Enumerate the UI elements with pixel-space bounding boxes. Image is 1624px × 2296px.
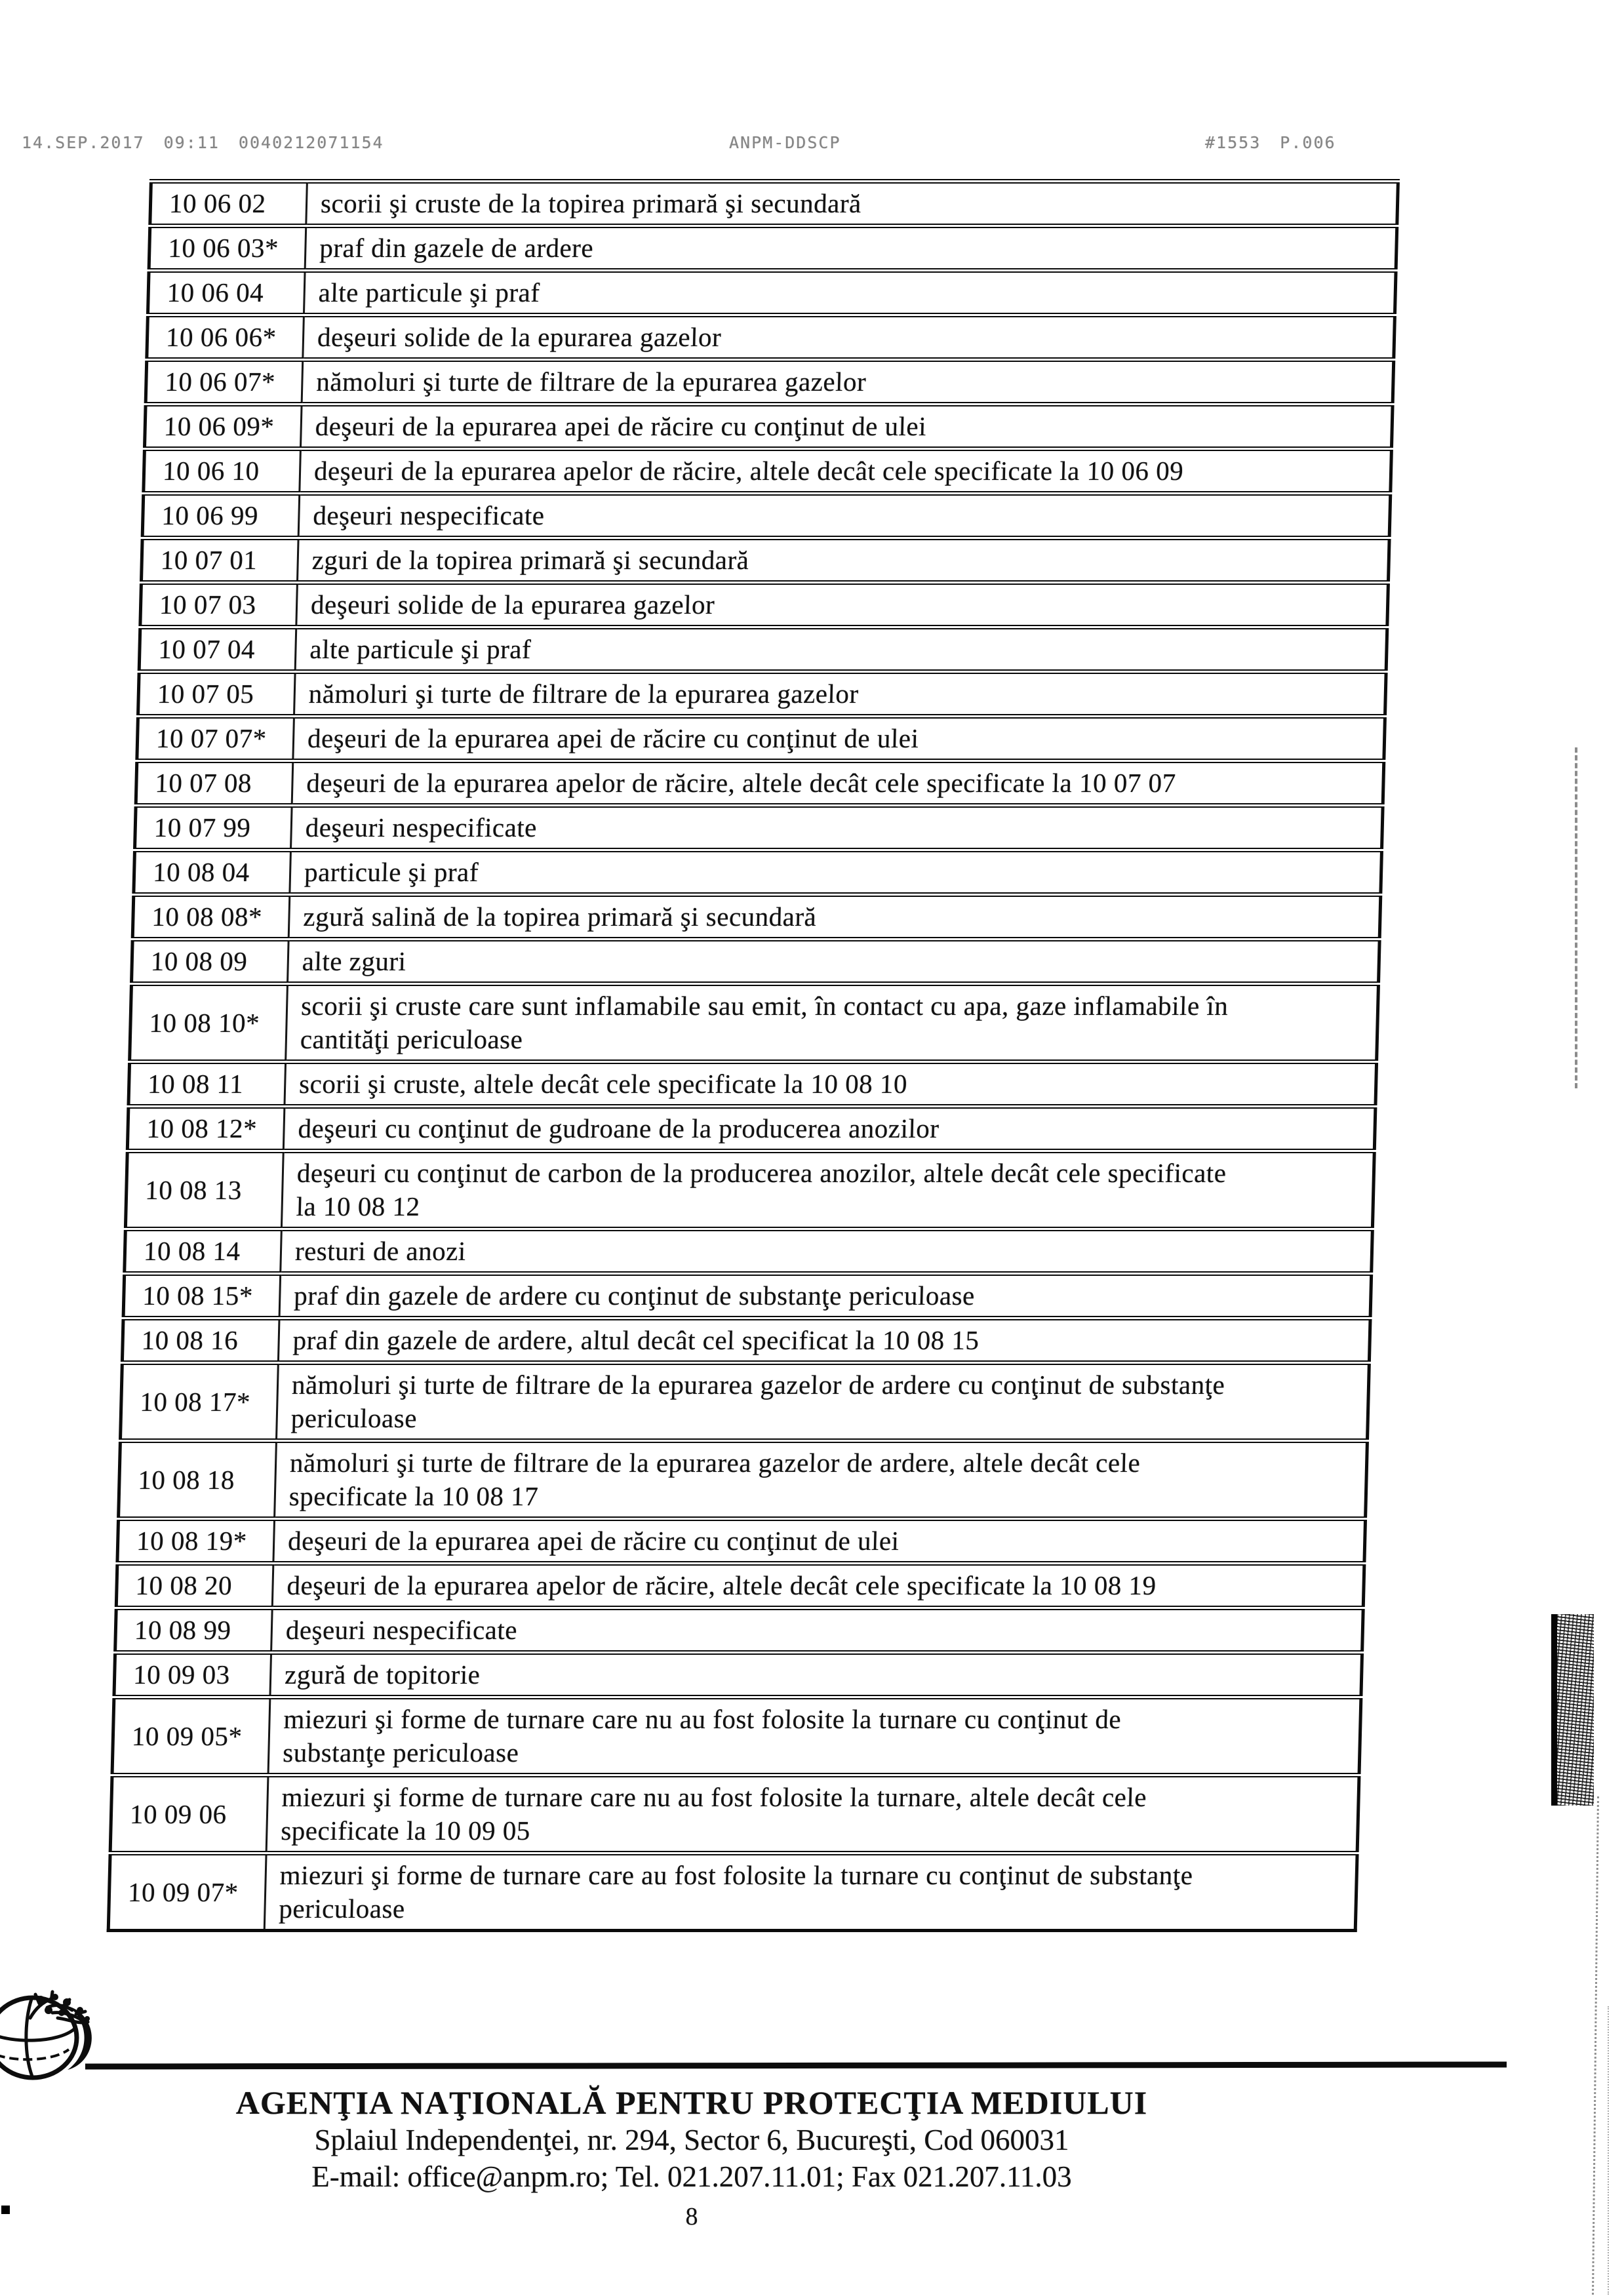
table-row (115, 1608, 1364, 1653)
waste-description-cell: nămoluri şi turte de filtrare de la epurarea gazelor de ardere, altele decât cele specificate la 10 08 17 (275, 1441, 1368, 1519)
waste-description-cell: zguri de la topirea primară şi secundară (297, 538, 1389, 583)
table-row (144, 405, 1393, 449)
agency-name: AGENŢIA NAŢIONALĂ PENTRU PROTECŢIA MEDIULUI (235, 2084, 1148, 2121)
waste-code-cell: 10 08 13 (125, 1151, 283, 1229)
table-row (130, 984, 1379, 1062)
scan-artifact-dotted-line (1575, 747, 1577, 1088)
fax-timestamp: 14.SEP.2017 09:11 0040212071154 (22, 133, 384, 152)
scan-artifact-dotted-line (1592, 1796, 1599, 2295)
fax-page-counter: #1553 P.006 (1205, 133, 1336, 152)
fax-sender-id: ANPM-DDSCP (729, 133, 841, 152)
waste-description-cell: deşeuri de la epurarea apelor de răcire, altele decât cele specificate la 10 07 07 (292, 761, 1384, 806)
waste-description-cell: scorii şi cruste care sunt inflamabile sau emit, în contact cu apa, gaze inflamabile în cantităţi periculoase (286, 984, 1379, 1062)
waste-description-cell: nămoluri şi turte de filtrare de la epurarea gazelor de ardere cu conţinut de substanţe periculoase (276, 1363, 1369, 1441)
table-row (108, 1853, 1357, 1931)
page-number: 8 (685, 2203, 698, 2230)
waste-description-cell: deşeuri de la epurarea apelor de răcire, altele decât cele specificate la 10 06 09 (300, 449, 1392, 494)
waste-code-cell: 10 07 05 (138, 672, 295, 717)
table-row (114, 1653, 1362, 1697)
waste-description-cell: deşeuri cu conţinut de gudroane de la producerea anozilor (283, 1107, 1376, 1151)
waste-description-cell: zgură salină de la topirea primară şi secundară (288, 895, 1381, 940)
waste-description-cell: deşeuri solide de la epurarea gazelor (296, 583, 1389, 627)
waste-code-cell: 10 06 09* (144, 405, 302, 449)
waste-code-cell: 10 07 01 (141, 538, 298, 583)
table-row (144, 449, 1392, 494)
waste-description-cell: nămoluri şi turte de filtrare de la epurarea gazelor (302, 360, 1394, 405)
table-row (134, 850, 1382, 895)
waste-description-cell: praf din gazele de ardere, altul decât cel specificat la 10 08 15 (278, 1318, 1370, 1363)
table-row (117, 1519, 1366, 1564)
waste-code-cell: 10 08 18 (119, 1441, 277, 1519)
agency-contact: E-mail: office@anpm.ro; Tel. 021.207.11.01; Fax 021.207.11.03 (311, 2160, 1072, 2193)
waste-description-cell: deşeuri nespecificate (271, 1608, 1364, 1653)
waste-code-cell: 10 08 19* (117, 1519, 275, 1564)
waste-table-body (108, 182, 1398, 1931)
waste-code-cell: 10 09 05* (112, 1697, 270, 1775)
table-row (147, 315, 1395, 360)
table-row (112, 1697, 1361, 1775)
table-row (138, 672, 1386, 717)
waste-description-cell: scorii şi cruste, altele decât cele specificate la 10 08 10 (285, 1062, 1377, 1107)
table-row (136, 761, 1384, 806)
table-row (125, 1151, 1374, 1229)
waste-description-cell: zgură de topitorie (270, 1653, 1362, 1697)
waste-code-cell: 10 08 17* (120, 1363, 278, 1441)
table-row (137, 717, 1385, 761)
waste-description-cell: resturi de anozi (281, 1229, 1373, 1274)
waste-code-cell: 10 08 15* (123, 1274, 281, 1318)
waste-description-cell: deşeuri de la epurarea apei de răcire cu conţinut de ulei (273, 1519, 1366, 1564)
waste-description-cell: deşeuri de la epurarea apelor de răcire, altele decât cele specificate la 10 08 19 (272, 1564, 1364, 1608)
table-row (142, 494, 1391, 538)
waste-code-cell: 10 08 16 (122, 1318, 279, 1363)
waste-code-cell: 10 07 03 (140, 583, 298, 627)
waste-description-cell: deşeuri nespecificate (290, 806, 1383, 850)
waste-code-cell: 10 08 10* (130, 984, 288, 1062)
waste-code-cell: 10 08 04 (134, 850, 291, 895)
table-row (122, 1318, 1370, 1363)
table-row (127, 1107, 1376, 1151)
table-row (132, 940, 1380, 984)
waste-description-cell: miezuri şi forme de turnare care nu au fost folosite la turnare cu conţinut de substanţe periculoase (268, 1697, 1361, 1775)
anpm-globe-logo (0, 1981, 97, 2082)
waste-code-cell: 10 06 03* (149, 226, 306, 271)
waste-description-cell: deşeuri cu conţinut de carbon de la producerea anozilor, altele decât cele specificate la 10 08 12 (281, 1151, 1374, 1229)
waste-code-table (107, 179, 1400, 1932)
waste-code-cell: 10 08 99 (115, 1608, 273, 1653)
scan-artifact-dotted-line (1608, 2006, 1609, 2295)
waste-code-cell: 10 08 08* (132, 895, 290, 940)
waste-code-cell: 10 09 06 (110, 1775, 268, 1853)
table-row (120, 1363, 1369, 1441)
table-row (150, 182, 1398, 226)
waste-code-cell: 10 09 07* (108, 1853, 266, 1931)
footer-divider (85, 2061, 1507, 2069)
waste-description-cell: praf din gazele de ardere cu conţinut de substanţe periculoase (279, 1274, 1372, 1318)
waste-description-cell: particule şi praf (290, 850, 1382, 895)
table-row (132, 895, 1381, 940)
table-row (119, 1441, 1368, 1519)
waste-code-cell: 10 08 20 (116, 1564, 273, 1608)
table-row (141, 538, 1389, 583)
waste-code-cell: 10 06 99 (142, 494, 300, 538)
waste-code-cell: 10 07 99 (134, 806, 292, 850)
waste-code-cell: 10 07 08 (136, 761, 293, 806)
waste-description-cell: alte particule şi praf (295, 627, 1387, 672)
waste-description-cell: nămoluri şi turte de filtrare de la epurarea gazelor (294, 672, 1386, 717)
table-row (129, 1062, 1377, 1107)
table-row (139, 627, 1387, 672)
waste-description-cell: deşeuri de la epurarea apei de răcire cu conţinut de ulei (293, 717, 1385, 761)
waste-description-cell: alte zguri (288, 940, 1380, 984)
waste-code-cell: 10 09 03 (114, 1653, 271, 1697)
waste-code-cell: 10 08 12* (127, 1107, 285, 1151)
waste-code-cell: 10 06 06* (147, 315, 304, 360)
table-row (146, 360, 1394, 405)
waste-code-cell: 10 07 04 (139, 627, 296, 672)
table-row (148, 271, 1396, 315)
scan-artifact-smudge (1551, 1614, 1594, 1806)
footer (0, 2084, 1383, 2232)
table-row (125, 1229, 1373, 1274)
waste-description-cell: miezuri şi forme de turnare care nu au fost folosite la turnare, altele decât cele specificate la 10 09 05 (266, 1775, 1359, 1853)
table-row (140, 583, 1389, 627)
waste-description-cell: deşeuri solide de la epurarea gazelor (303, 315, 1395, 360)
waste-code-cell: 10 07 07* (137, 717, 294, 761)
waste-code-cell: 10 06 10 (144, 449, 301, 494)
waste-description-cell: alte particule şi praf (304, 271, 1396, 315)
waste-code-cell: 10 08 14 (125, 1229, 282, 1274)
waste-code-cell: 10 06 07* (146, 360, 303, 405)
waste-description-cell: miezuri şi forme de turnare care au fost folosite la turnare cu conţinut de substanţe periculoase (264, 1853, 1357, 1931)
waste-description-cell: deşeuri de la epurarea apei de răcire cu conţinut de ulei (300, 405, 1393, 449)
agency-address: Splaiul Independenţei, nr. 294, Sector 6, Bucureşti, Cod 060031 (314, 2124, 1069, 2156)
waste-description-cell: praf din gazele de ardere (305, 226, 1397, 271)
waste-code-cell: 10 08 09 (132, 940, 289, 984)
waste-code-cell: 10 06 02 (150, 182, 307, 226)
table-row (123, 1274, 1372, 1318)
table-row (116, 1564, 1364, 1608)
table-row (134, 806, 1383, 850)
waste-code-cell: 10 08 11 (129, 1062, 286, 1107)
table-row (110, 1775, 1359, 1853)
waste-description-cell: deşeuri nespecificate (298, 494, 1391, 538)
waste-description-cell: scorii şi cruste de la topirea primară şi secundară (306, 182, 1398, 226)
table-row (149, 226, 1397, 271)
waste-code-cell: 10 06 04 (148, 271, 305, 315)
